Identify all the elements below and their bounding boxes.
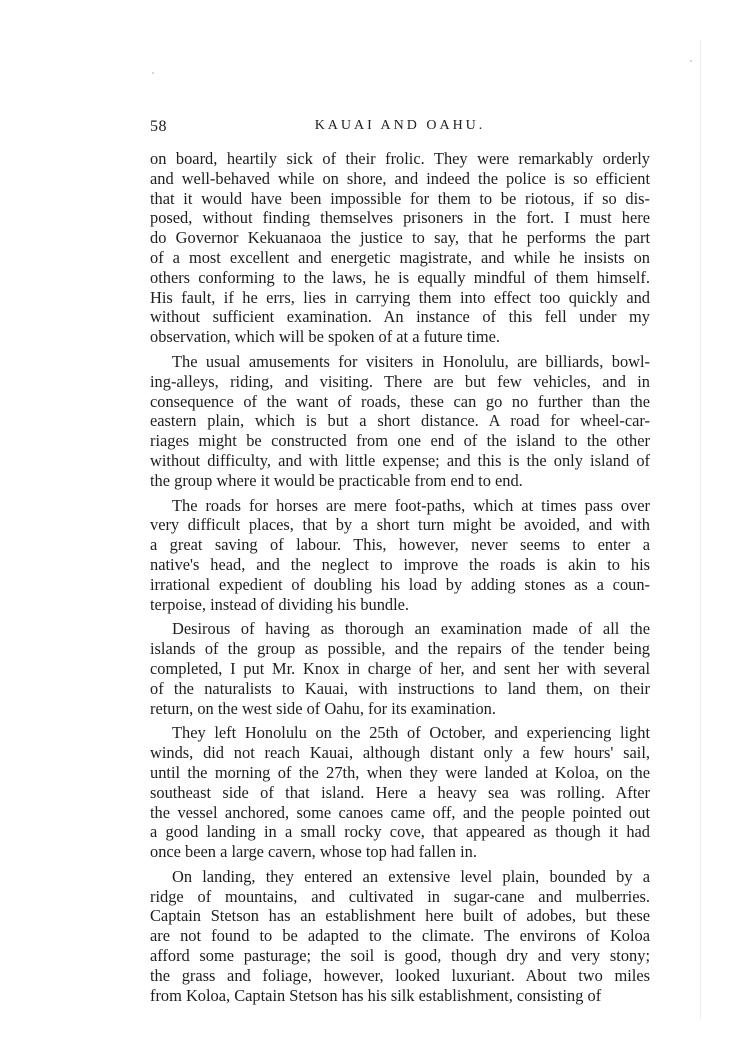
text-line: the vessel anchored, some canoes came off, and the people pointed out bbox=[150, 802, 650, 822]
paragraph bbox=[150, 352, 650, 491]
text-line: the group where it would be practicable from end to end. bbox=[150, 470, 523, 490]
paragraph bbox=[150, 619, 650, 718]
text-line: that it would have been impossible for them to be riotous, if so dis- bbox=[150, 188, 650, 208]
text-line: southeast side of that island. Here a heavy sea was rolling. After bbox=[150, 782, 650, 802]
text-line: afford some pasturage; the soil is good, though dry and very stony; bbox=[150, 946, 650, 966]
text-line: and well-behaved while on shore, and indeed the police is so efficient bbox=[150, 168, 650, 188]
text-line: completed, I put Mr. Knox in charge of her, and sent her with several bbox=[150, 658, 650, 678]
text-line: of the naturalists to Kauai, with instructions to land them, on their bbox=[150, 678, 650, 698]
text-line: once been a large cavern, whose top had fallen in. bbox=[150, 842, 477, 862]
paper-speck bbox=[152, 72, 154, 74]
text-line: until the morning of the 27th, when they were landed at Koloa, on the bbox=[150, 762, 650, 782]
text-line: very difficult places, that by a short turn might be avoided, and with bbox=[150, 515, 650, 535]
text-line: a great saving of labour. This, however, never seems to enter a bbox=[150, 535, 650, 555]
text-line: The roads for horses are mere foot-paths, which at times pass over bbox=[172, 495, 650, 515]
text-line: winds, did not reach Kauai, although distant only a few hours' sail, bbox=[150, 743, 650, 763]
text-line: on board, heartily sick of their frolic. They were remarkably orderly bbox=[150, 149, 650, 168]
text-line: They left Honolulu on the 25th of October, and experiencing light bbox=[172, 723, 650, 743]
text-line: consequence of the want of roads, these can go no further than the bbox=[150, 391, 650, 411]
text-line: eastern plain, which is but a short distance. A road for wheel-car- bbox=[150, 411, 650, 431]
text-line: riages might be constructed from one end of the island to the other bbox=[150, 431, 650, 451]
text-line: without sufficient examination. An instance of this fell under my bbox=[150, 307, 650, 327]
text-line: return, on the west side of Oahu, for its examination. bbox=[150, 698, 496, 718]
text-line: without difficulty, and with little expense; and this is the only island of bbox=[150, 450, 650, 470]
text-line: ing-alleys, riding, and visiting. There are but few vehicles, and in bbox=[150, 371, 650, 391]
text-line: a good landing in a small rocky cove, that appeared as though it had bbox=[150, 822, 650, 842]
text-line: Desirous of having as thorough an examination made of all the bbox=[172, 619, 650, 639]
text-line: His fault, if he errs, lies in carrying them into effect too quickly and bbox=[150, 287, 650, 307]
page-number: 58 bbox=[150, 118, 167, 135]
text-line: of a most excellent and energetic magistrate, and while he insists on bbox=[150, 247, 650, 267]
paper-speck bbox=[690, 60, 692, 62]
running-title: KAUAI AND OAHU. bbox=[314, 118, 486, 133]
paragraph bbox=[150, 149, 650, 347]
text-line: On landing, they entered an extensive level plain, bounded by a bbox=[172, 866, 650, 886]
text-line: ridge of mountains, and cultivated in sugar-cane and mulberries. bbox=[150, 886, 650, 906]
text-line: observation, which will be spoken of at a future time. bbox=[150, 327, 501, 347]
paragraph bbox=[150, 496, 650, 615]
text-line: Captain Stetson has an establishment here built of adobes, but these bbox=[150, 906, 650, 926]
text-line: do Governor Kekuanaoa the justice to say, that he performs the part bbox=[150, 228, 650, 248]
text-line: terpoise, instead of dividing his bundle. bbox=[150, 594, 410, 614]
text-line: are not found to be adapted to the climate. The environs of Koloa bbox=[150, 926, 650, 946]
text-line: from Koloa, Captain Stetson has his silk establishment, consisting of bbox=[150, 985, 602, 1005]
text-line: The usual amusements for visiters in Honolulu, are billiards, bowl- bbox=[172, 351, 650, 371]
page-edge bbox=[700, 40, 701, 1020]
text-line: posed, without finding themselves prisoners in the fort. I must here bbox=[150, 208, 650, 228]
text-line: the grass and foliage, however, looked luxuriant. About two miles bbox=[150, 965, 650, 985]
text-line: irrational expedient of doubling his load by adding stones as a coun- bbox=[150, 574, 650, 594]
body-text bbox=[150, 149, 650, 1005]
text-line: native's head, and the neglect to improve the roads is akin to his bbox=[150, 554, 650, 574]
page-header bbox=[150, 118, 650, 140]
text-line: others conforming to the laws, he is equally mindful of them himself. bbox=[150, 267, 650, 287]
paragraph bbox=[150, 867, 650, 1006]
text-line: islands of the group as possible, and the repairs of the tender being bbox=[150, 639, 650, 659]
paragraph bbox=[150, 723, 650, 862]
